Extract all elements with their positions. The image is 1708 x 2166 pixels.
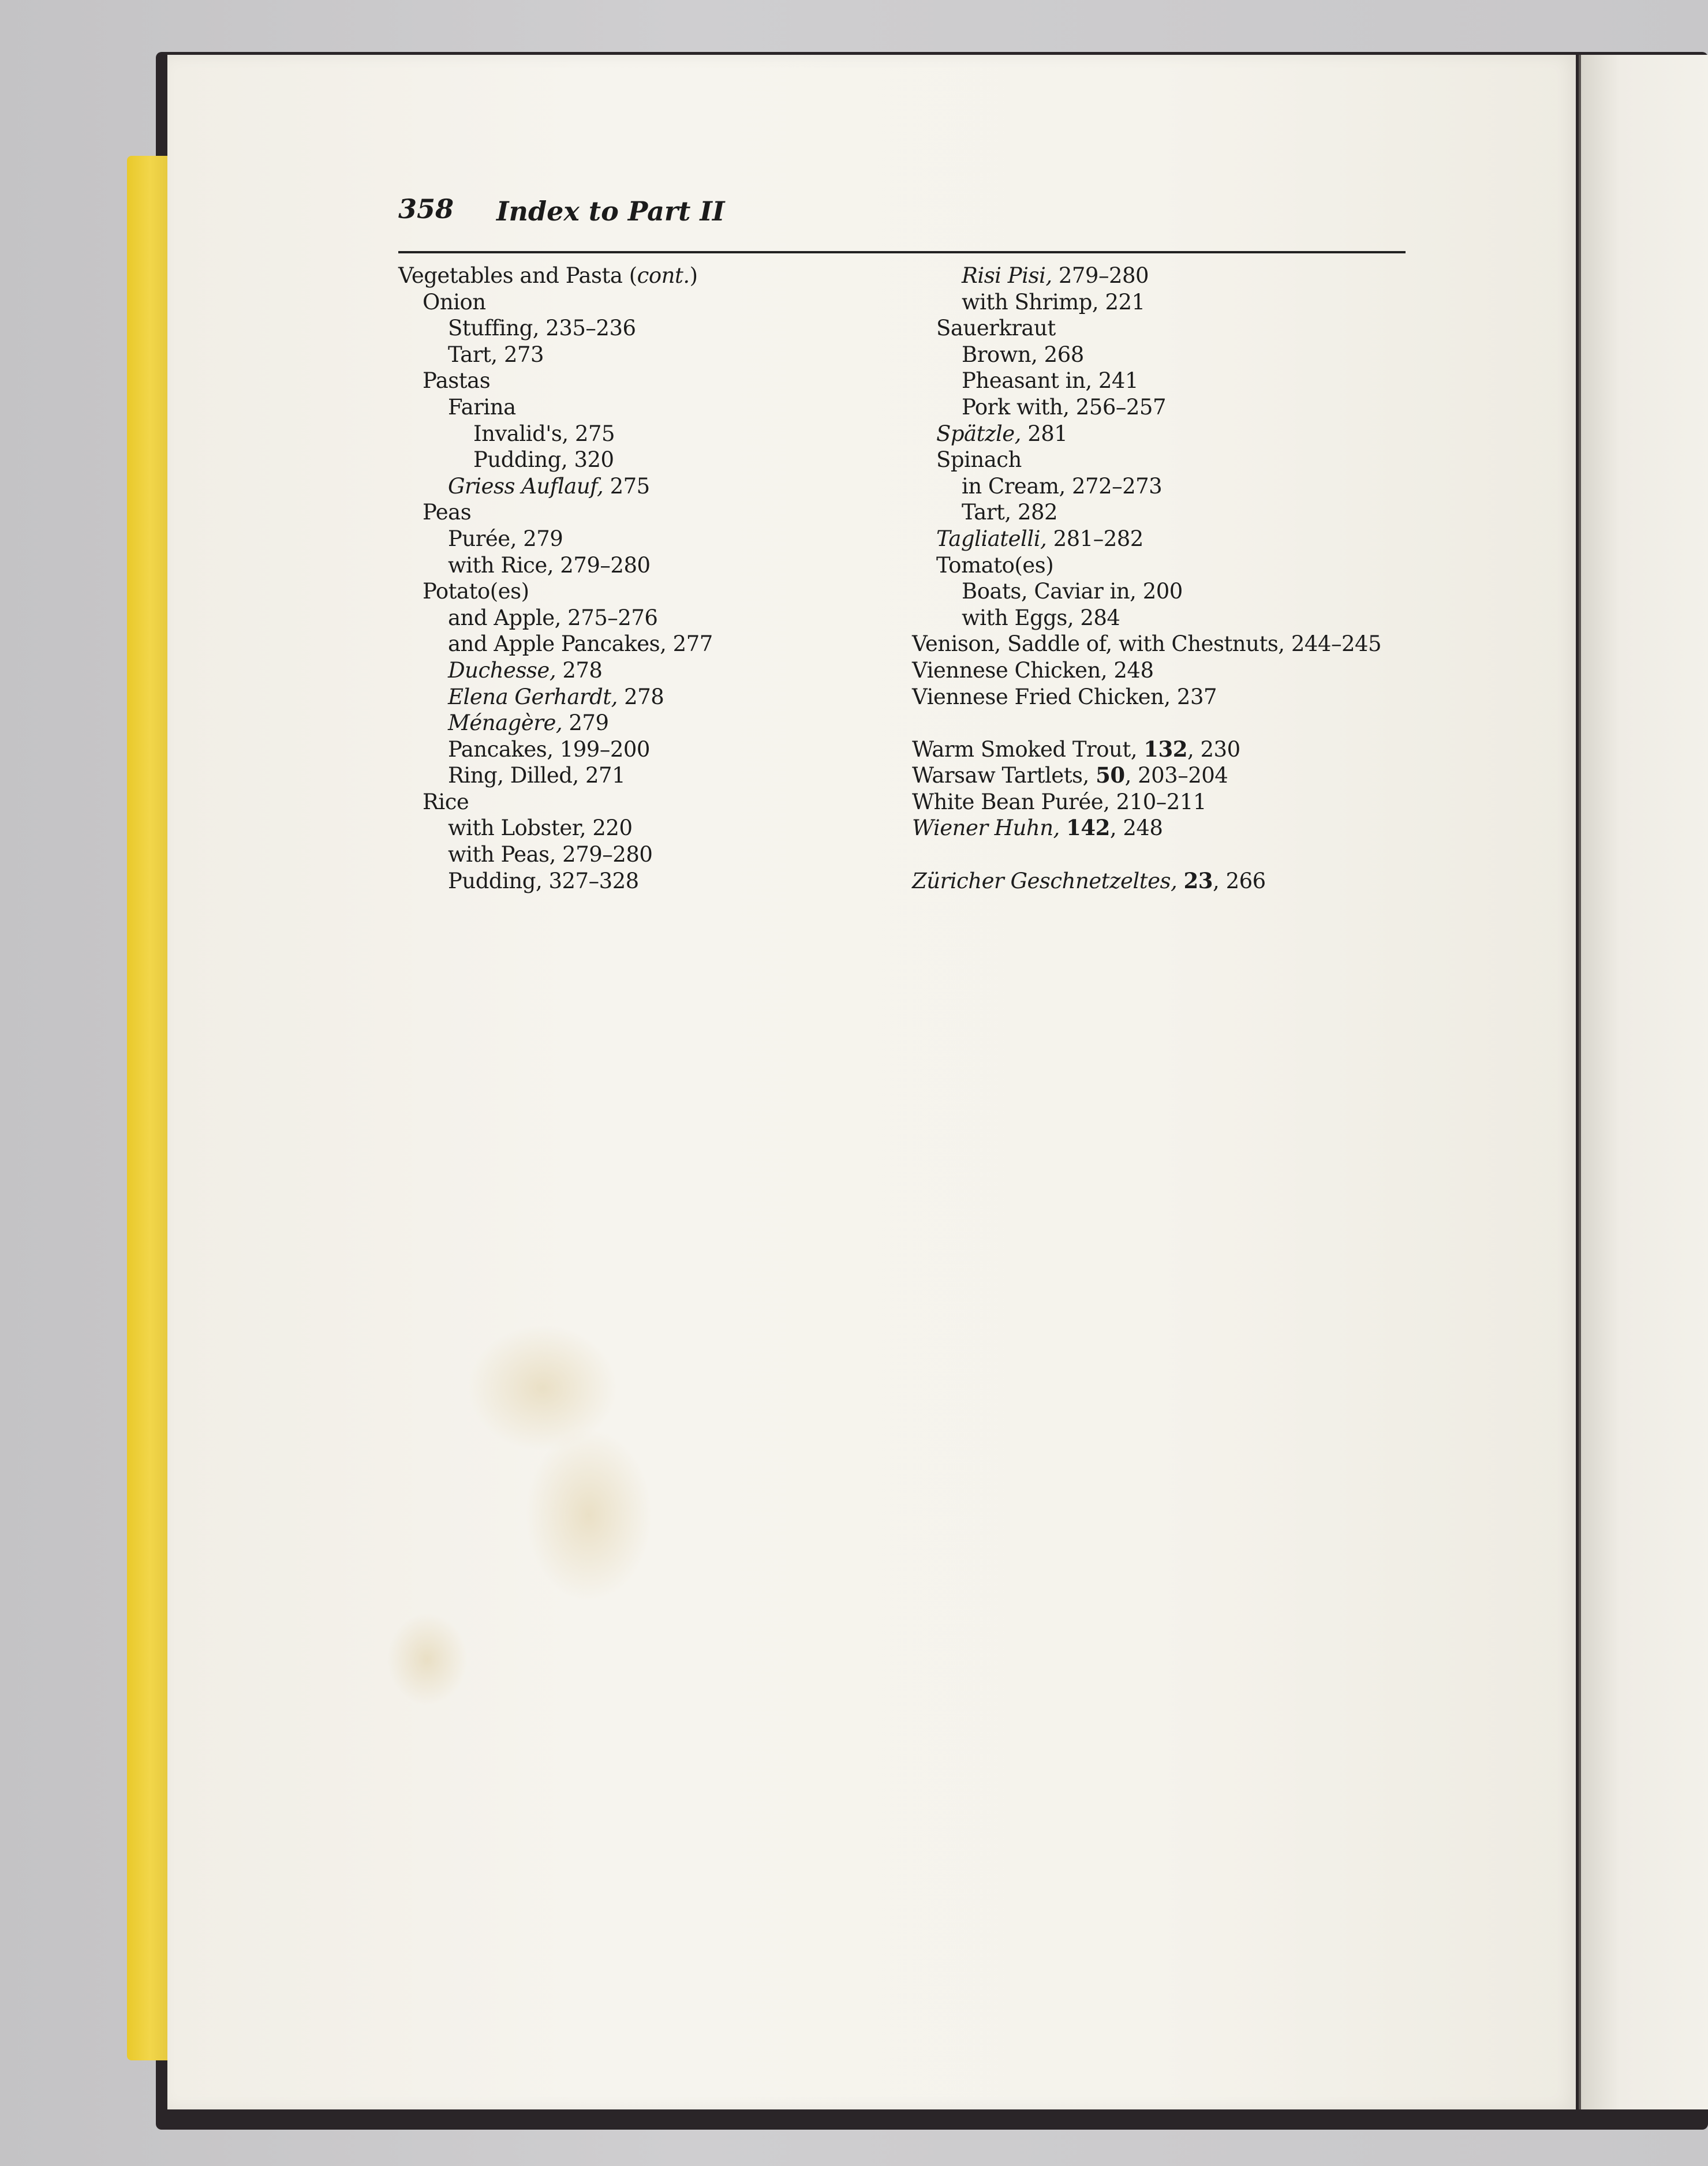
page-stain	[525, 1428, 652, 1602]
index-entry	[398, 447, 906, 473]
index-entry-text: in Cream, 272–273	[962, 473, 1163, 499]
index-entry	[398, 868, 906, 895]
index-entry-text: Pudding, 327–328	[448, 868, 639, 893]
index-entry	[398, 342, 906, 368]
index-entry-text: Peas	[423, 500, 472, 525]
facing-page-edge	[1579, 55, 1708, 2109]
index-entry	[912, 447, 1432, 473]
index-entry	[912, 762, 1432, 789]
index-spacer	[912, 710, 1432, 736]
index-entry	[912, 815, 1432, 841]
index-entry-text: Tart, 282	[962, 500, 1058, 525]
index-entry	[398, 499, 906, 526]
index-entry	[912, 526, 1432, 552]
index-entry-text: 279–280	[1052, 263, 1149, 288]
index-entry-text: Ménagère,	[448, 710, 563, 736]
index-entry	[912, 736, 1432, 763]
index-entry	[398, 394, 906, 421]
index-entry-text: Brown, 268	[962, 342, 1084, 367]
index-entry-text: 50	[1096, 762, 1125, 788]
index-entry-text: Tomato(es)	[936, 552, 1054, 578]
index-entry	[398, 815, 906, 841]
index-entry-text: 278	[617, 684, 664, 709]
index-entry-text: White Bean Purée, 210–211	[912, 789, 1206, 814]
page-stain	[387, 1613, 468, 1705]
index-entry-text: with Rice, 279–280	[448, 552, 651, 578]
index-entry-text: with Shrimp, 221	[962, 289, 1145, 315]
index-entry-text: Viennese Fried Chicken, 237	[912, 684, 1217, 709]
index-entry	[912, 421, 1432, 447]
index-entry-text: 23	[1183, 867, 1213, 893]
index-entry	[398, 263, 906, 289]
index-entry-text: , 248	[1109, 815, 1163, 841]
index-entry-text: Duchesse,	[448, 657, 556, 683]
index-entry-text: 278	[556, 657, 603, 683]
index-entry	[398, 789, 906, 815]
index-entry	[398, 289, 906, 316]
index-entry	[912, 605, 1432, 631]
index-entry-text: Invalid's, 275	[473, 421, 615, 446]
index-entry	[912, 552, 1432, 579]
index-entry-text: Warsaw Tartlets,	[912, 763, 1096, 788]
index-entry-text: and Apple, 275–276	[448, 605, 658, 630]
page-number: 358	[398, 193, 454, 225]
index-entry-text: Pancakes, 199–200	[448, 736, 650, 762]
page-title: Index to Part II	[496, 196, 725, 227]
index-entry	[398, 736, 906, 763]
page-header	[398, 193, 1406, 253]
index-entry-text: Onion	[423, 289, 486, 315]
index-entry	[912, 868, 1432, 895]
index-entry-text: Stuffing, 235–236	[448, 316, 636, 341]
index-entry	[398, 631, 906, 657]
index-entry-text: Warm Smoked Trout,	[912, 736, 1144, 762]
index-entry-text: 132	[1143, 736, 1187, 762]
index-entry-text: Tart, 273	[448, 342, 544, 367]
index-entry-text: Boats, Caviar in, 200	[962, 579, 1183, 604]
index-entry-text: Tagliatelli,	[936, 526, 1047, 551]
index-entry	[912, 263, 1432, 289]
index-entry	[912, 631, 1432, 657]
index-entry-text: Vegetables and Pasta (	[398, 263, 637, 288]
index-entry-text: 281	[1021, 421, 1068, 446]
index-entry	[398, 657, 906, 684]
index-entry-text: Potato(es)	[423, 579, 529, 604]
index-column-right	[912, 263, 1432, 894]
index-entry	[398, 710, 906, 736]
index-entry-text: Risi Pisi,	[962, 263, 1052, 288]
index-entry-text: 279	[562, 710, 609, 736]
index-entry	[912, 657, 1432, 684]
index-entry-text: Griess Auflauf,	[448, 473, 604, 499]
index-entry	[912, 499, 1432, 526]
index-entry-text: Viennese Chicken, 248	[912, 657, 1154, 683]
index-entry-text: with Peas, 279–280	[448, 842, 653, 867]
index-entry-text: Elena Gerhardt,	[448, 684, 618, 709]
index-column-left	[398, 263, 906, 894]
index-entry-text: Züricher Geschnetzeltes,	[912, 868, 1178, 893]
index-entry	[398, 552, 906, 579]
index-entry	[398, 315, 906, 342]
index-entry-text: Pudding, 320	[473, 447, 614, 473]
index-entry-text: Pork with, 256–257	[962, 394, 1167, 420]
index-entry	[912, 789, 1432, 815]
page-edge	[127, 156, 173, 2060]
index-entry	[912, 342, 1432, 368]
index-entry-text: Pastas	[423, 368, 491, 394]
index-entry-text: with Lobster, 220	[448, 815, 633, 841]
index-entry-text	[1177, 869, 1183, 893]
index-entry-text: Farina	[448, 394, 516, 420]
index-entry-text	[1060, 815, 1066, 840]
index-entry-text: 281–282	[1047, 526, 1143, 551]
index-entry-text: 275	[603, 473, 650, 499]
index-spacer	[912, 841, 1432, 868]
index-entry-text: Rice	[423, 789, 469, 814]
index-entry-text: 142	[1066, 815, 1110, 841]
index-entry	[398, 473, 906, 500]
index-entry-text: )	[689, 263, 698, 288]
index-entry	[398, 841, 906, 868]
index-entry	[398, 578, 906, 605]
index-entry	[398, 762, 906, 789]
index-entry	[912, 315, 1432, 342]
index-entry-text: Spinach	[936, 447, 1022, 473]
index-entry	[912, 684, 1432, 710]
index-entry	[912, 394, 1432, 421]
index-entry-text: Venison, Saddle of, with Chestnuts, 244–245	[912, 631, 1382, 657]
index-entry	[912, 578, 1432, 605]
index-entry-text: Ring, Dilled, 271	[448, 763, 626, 788]
index-entry	[912, 368, 1432, 394]
index-entry-text: cont.	[637, 263, 690, 288]
index-entry-text: Wiener Huhn,	[912, 815, 1060, 841]
index-entry	[398, 421, 906, 447]
index-entry-text: , 203–204	[1124, 763, 1228, 788]
index-entry	[398, 368, 906, 394]
index-entry	[398, 684, 906, 710]
index-entry	[398, 526, 906, 552]
index-entry	[398, 605, 906, 631]
index-entry	[912, 473, 1432, 500]
index-entry-text: Purée, 279	[448, 526, 563, 551]
index-entry-text: Sauerkraut	[936, 316, 1056, 341]
index-entry-text: with Eggs, 284	[962, 605, 1120, 630]
index-entry	[912, 289, 1432, 316]
index-entry-text: Spätzle,	[936, 421, 1021, 446]
index-entry-text: and Apple Pancakes, 277	[448, 631, 713, 657]
index-entry-text: Pheasant in, 241	[962, 368, 1138, 394]
index-entry-text: , 266	[1213, 868, 1266, 893]
index-entry-text: , 230	[1187, 736, 1240, 762]
